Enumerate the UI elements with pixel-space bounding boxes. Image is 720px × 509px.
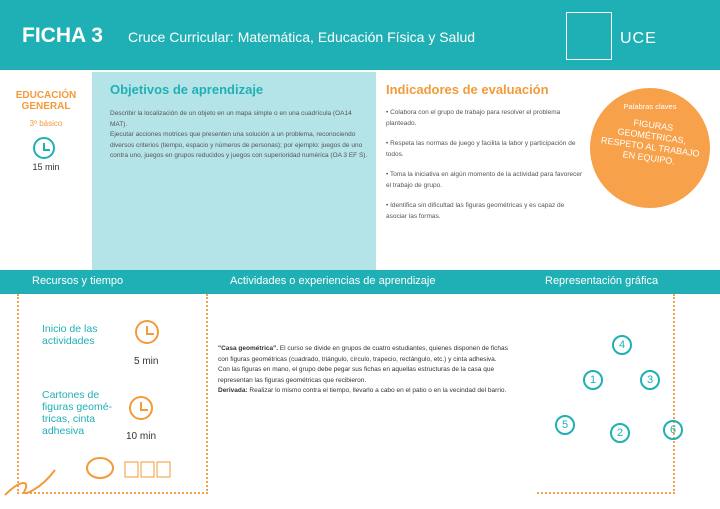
indicator-item: • Toma la iniciativa en algún momento de la actividad para favorecer el trabajo de grupo.	[386, 171, 583, 189]
number-circle: 1	[583, 370, 603, 390]
resources-header: Recursos y tiempo	[32, 275, 124, 287]
activity-text: El curso se divide en grupos de cuatro estudiantes, quienes disponen de fichas con figuras geométricas (cuadrado, triángulo, círculo, trapecio, rectángulo, etc.) y cinta adhesiva. Con las figuras en mano, el grupo debe pegar sus fichas en aquellas estructuras de la casa que representan las figuras geométricas que recibieron.	[218, 345, 508, 384]
objectives-text	[110, 109, 370, 162]
uce-logo: UCE	[620, 30, 657, 47]
activity-description	[218, 344, 510, 397]
number-circle: 2	[610, 423, 630, 443]
education-level: EDUCACIÓN GENERAL	[15, 90, 77, 112]
total-duration: 15 min	[32, 162, 60, 172]
number-circle: 5	[555, 415, 575, 435]
indicator-item: • Respeta las normas de juego y facilita la labor y participación de todos.	[386, 140, 576, 158]
number-circle: 4	[612, 335, 632, 355]
objectives-title: Objetivos de aprendizaje	[110, 82, 264, 97]
objective-item: Ejecutar acciones motrices que presenten una solución a un problema, reconociendo diversos criterios (tiempo, espacio y números de personas); por ejemplo: juegos de uno contra uno, juegos en grupos reducidos y juegos con superioridad numérica (OA 3 EF S).	[110, 131, 368, 159]
grade: 3º básico	[29, 119, 63, 128]
objectives-panel	[92, 72, 376, 270]
indicators-list	[386, 108, 586, 232]
objective-item: Describir la localización de un objeto en un mapa simple o en una cuadrícula (OA14 MAT).	[110, 110, 352, 128]
number-circle: 3	[640, 370, 660, 390]
resource-label: Cartones de figuras geomé-tricas, cinta adhesiva	[42, 389, 113, 437]
graphic-header: Representación gráfica	[545, 275, 659, 287]
clock-icon	[129, 396, 153, 420]
ministry-logo	[566, 12, 612, 60]
resource-duration: 10 min	[126, 431, 157, 442]
indicator-item: • Identifica sin dificultad las figuras geométricas y es capaz de asociar las formas.	[386, 202, 565, 220]
tape-and-cards-icon	[0, 450, 200, 500]
indicator-item: • Colabora con el grupo de trabajo para resolver el problema planteado.	[386, 109, 561, 127]
resource-duration: 5 min	[134, 356, 159, 367]
number-circle: 6	[663, 420, 683, 440]
indicators-title: Indicadores de evaluación	[386, 82, 549, 97]
page-subtitle: Cruce Curricular: Matemática, Educación Física y Salud	[128, 29, 476, 45]
keywords-badge	[590, 88, 710, 208]
clock-icon	[135, 320, 159, 344]
derived-label: Derivada:	[218, 387, 248, 394]
graphic-box	[537, 294, 675, 494]
page-title: FICHA 3	[22, 24, 103, 47]
activity-name: "Casa geométrica".	[218, 345, 278, 352]
activities-header: Actividades o experiencias de aprendizaje	[230, 275, 436, 287]
keywords-text: FIGURAS GEOMÉTRICAS, RESPETO AL TRABAJO EN EQUIPO.	[600, 117, 701, 167]
derived-text: Realizar lo mismo contra el tiempo, llevarlo a cabo en el patio o en la vecindad del barrio.	[247, 387, 507, 394]
resource-label: Inicio de las actividades	[42, 323, 98, 347]
clock-icon	[33, 137, 55, 159]
keywords-label: Palabras claves	[623, 102, 677, 111]
